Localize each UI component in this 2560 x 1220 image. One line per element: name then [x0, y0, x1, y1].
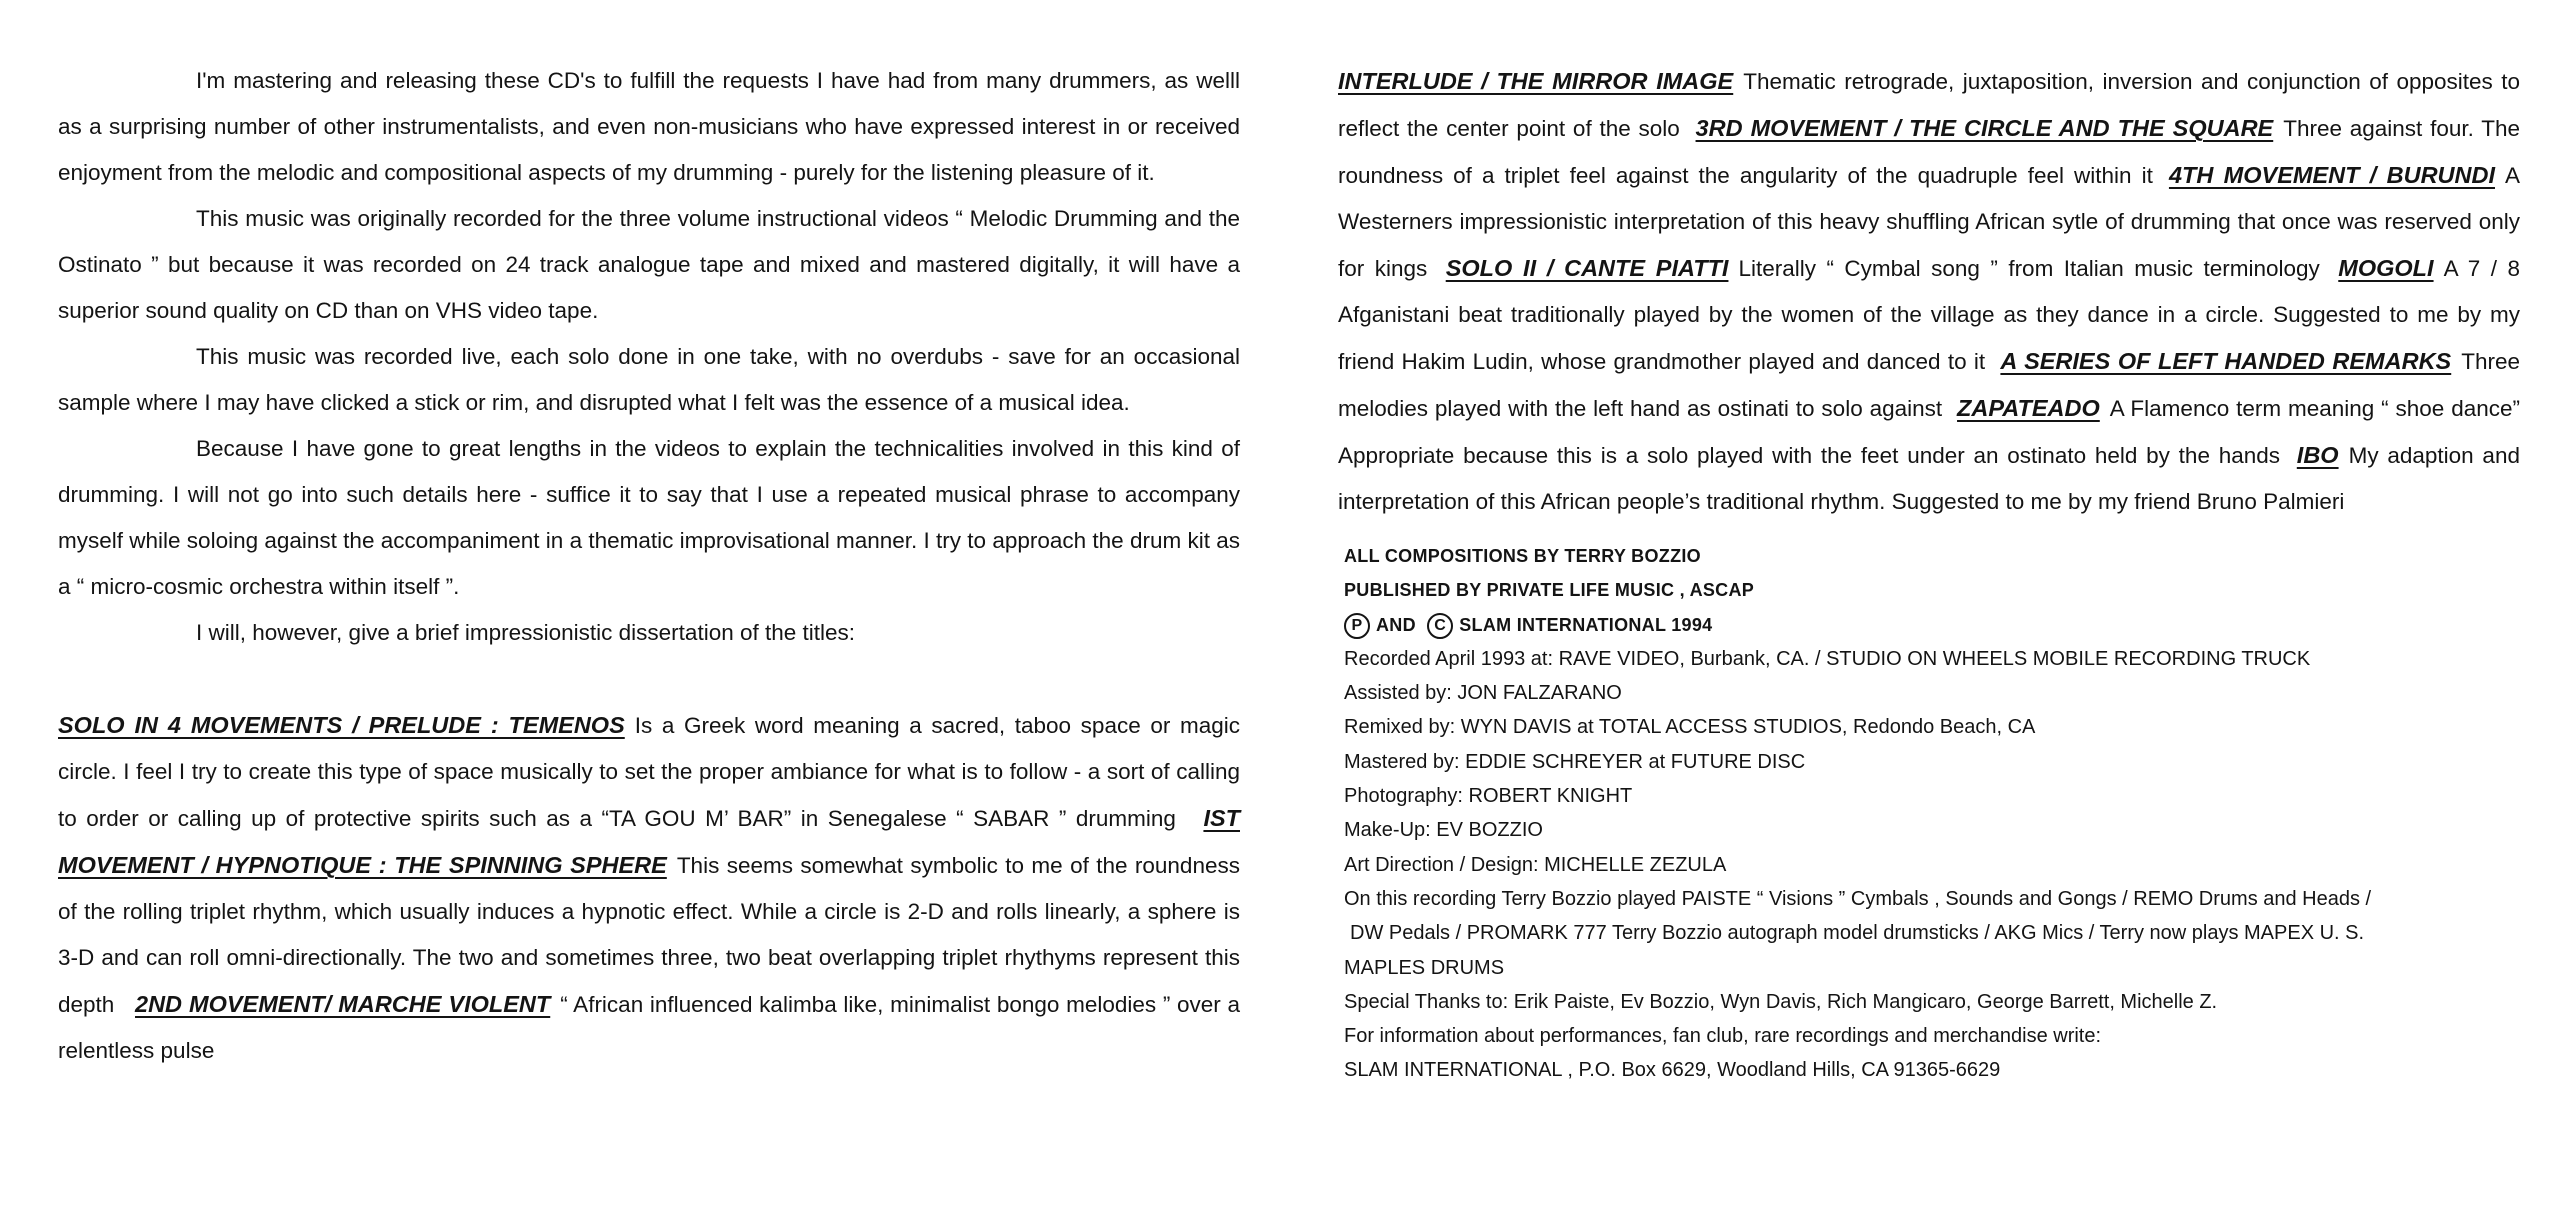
desc-mogoli: A 7 / 8 Afganistani beat traditionally played by the women of the village as they dance in a circle. Suggested to me by my friend Hakim Ludin, whose grandmother played and danced to it	[1338, 256, 2520, 374]
desc-cante-piatti: Literally “ Cymbal song ” from Italian music terminology	[1738, 256, 2320, 281]
credit-address: SLAM INTERNATIONAL , P.O. Box 6629, Woodland Hills, CA 91365-6629	[1344, 1059, 2001, 1082]
titles-paragraph-right	[1338, 58, 2520, 525]
credit-remixed: Remixed by: WYN DAVIS at TOTAL ACCESS STUDIOS, Redondo Beach, CA	[1344, 716, 2036, 739]
desc-left-handed-remarks: Three melodies played with the left hand as ostinati to solo against	[1338, 349, 2520, 421]
title-interlude: INTERLUDE / THE MIRROR IMAGE	[1338, 68, 1734, 94]
title-3rd-movement: 3RD MOVEMENT / THE CIRCLE AND THE SQUARE	[1695, 115, 2274, 141]
intro-paragraph-1: I'm mastering and releasing these CD's to fulfill the requests I have had from many drummers, as welll as a surprising number of other instrumentalists, and even non-musicians who have expressed interest in or received enjoyment from the melodic and compositional aspects of my drumming - purely for the listening pleasure of it.	[58, 68, 1240, 185]
title-ibo: IBO	[2296, 442, 2339, 468]
title-zapateado: ZAPATEADO	[1957, 395, 2100, 421]
credit-publisher: PUBLISHED BY PRIVATE LIFE MUSIC , ASCAP	[1344, 580, 1755, 601]
credit-assisted: Assisted by: JON FALZARANO	[1344, 682, 1622, 705]
desc-prelude-temenos: Is a Greek word meaning a sacred, taboo space or magic circle. I feel I try to create this type of space musically to set the proper ambiance for what is to follow - a sort of calling to order or calling up of protective spirits such as a “TA GOU M’ BAR” in Senegalese “ SABAR ” drumming	[58, 713, 1240, 831]
credit-makeup: Make-Up: EV BOZZIO	[1344, 819, 1543, 842]
title-mogoli: MOGOLI	[2338, 255, 2434, 281]
section-gap	[58, 656, 1240, 702]
copyright-symbol-icon: C	[1427, 613, 1453, 639]
copyright-line	[1338, 608, 2520, 642]
credit-recorded: Recorded April 1993 at: RAVE VIDEO, Burbank, CA. / STUDIO ON WHEELS MOBILE RECORDING TRUCK	[1344, 647, 2311, 670]
credit-equipment-3: MAPLES DRUMS	[1344, 956, 1505, 979]
desc-2nd-movement: “ African influenced kalimba like, minimalist bongo melodies ” over a relentless pulse	[58, 992, 1240, 1063]
credit-compositions: ALL COMPOSITIONS BY TERRY BOZZIO	[1344, 546, 1701, 566]
intro-paragraph-4: Because I have gone to great lengths in the videos to explain the technicalities involved in this kind of drumming. I will not go into such details here - suffice it to say that I use a repeated musical phrase to accompany myself while soloing against the accompaniment in a thematic improvisational manner. I try to approach the drum kit as a “ micro-cosmic orchestra within itself ”.	[58, 436, 1240, 599]
desc-ibo: My adaption and interpretation of this African people’s traditional rhythm. Suggested to me by my friend Bruno Palmieri	[1338, 443, 2520, 514]
credit-art-direction: Art Direction / Design: MICHELLE ZEZULA	[1344, 853, 1727, 876]
phonogram-symbol-icon: P	[1344, 613, 1370, 639]
desc-4th-movement: A Westerners impressionistic interpretation of this heavy shuffling African sytle of drumming that once was reserved only for kings	[1338, 163, 2520, 281]
right-page	[1290, 0, 2560, 1220]
credit-equipment-2: DW Pedals / PROMARK 777 Terry Bozzio autograph model drumsticks / AKG Mics / Terry now plays MAPEX U. S.	[1350, 922, 2365, 945]
title-2nd-movement: 2ND MOVEMENT/ MARCHE VIOLENT	[135, 991, 551, 1017]
credit-info: For information about performances, fan club, rare recordings and merchandise write:	[1344, 1025, 2102, 1048]
credit-thanks: Special Thanks to: Erik Paiste, Ev Bozzio, Wyn Davis, Rich Mangicaro, George Barrett, Michelle Z.	[1344, 990, 2218, 1013]
title-1st-movement: IST MOVEMENT / HYPNOTIQUE : THE SPINNING SPHERE	[58, 805, 1240, 878]
intro-paragraph-3: This music was recorded live, each solo done in one take, with no overdubs - save for an occasional sample where I may have clicked a stick or rim, and disrupted what I felt was the essence of a musical idea.	[58, 344, 1240, 415]
credit-mastered: Mastered by: EDDIE SCHREYER at FUTURE DISC	[1344, 750, 1806, 773]
copyright-and: AND	[1376, 614, 1416, 635]
credit-equipment-1: On this recording Terry Bozzio played PAISTE “ Visions ” Cymbals , Sounds and Gongs / REMO Drums and Heads /	[1344, 887, 2372, 910]
titles-paragraph-left	[58, 702, 1240, 1074]
title-prelude-temenos: SOLO IN 4 MOVEMENTS / PRELUDE : TEMENOS	[58, 712, 625, 738]
credit-photography: Photography: ROBERT KNIGHT	[1344, 785, 1633, 808]
copyright-label: SLAM INTERNATIONAL 1994	[1459, 614, 1713, 635]
title-cante-piatti: SOLO II / CANTE PIATTI	[1445, 255, 1729, 281]
title-4th-movement: 4TH MOVEMENT / BURUNDI	[2168, 162, 2495, 188]
liner-notes-intro	[58, 58, 1240, 1074]
desc-interlude: Thematic retrograde, juxtaposition, inversion and conjunction of opposites to reflect the center point of the solo	[1338, 69, 2520, 141]
intro-paragraph-2: This music was originally recorded for the three volume instructional videos “ Melodic Drumming and the Ostinato ” but because it was recorded on 24 track analogue tape and mixed and mastered digitally, it will have a superior sound quality on CD than on VHS video tape.	[58, 206, 1240, 323]
intro-paragraph-5: I will, however, give a brief impressionistic dissertation of the titles:	[196, 620, 856, 645]
desc-zapateado: A Flamenco term meaning “ shoe dance” Appropriate because this is a solo played with the feet under an ostinato held by the hands	[1338, 396, 2520, 468]
desc-1st-movement: This seems somewhat symbolic to me of the roundness of the rolling triplet rhythm, which usually induces a hypnotic effect. While a circle is 2-D and rolls linearly, a sphere is 3-D and can roll omni-directionally. The two and sometimes three, two beat overlapping triplet rhythyms represent this depth	[58, 853, 1240, 1017]
track-notes-column	[1338, 58, 2520, 1088]
credits-block	[1338, 539, 2520, 1088]
desc-3rd-movement: Three against four. The roundness of a triplet feel against the angularity of the quadruple feel within it	[1338, 116, 2520, 188]
title-left-handed-remarks: A SERIES OF LEFT HANDED REMARKS	[2000, 348, 2452, 374]
